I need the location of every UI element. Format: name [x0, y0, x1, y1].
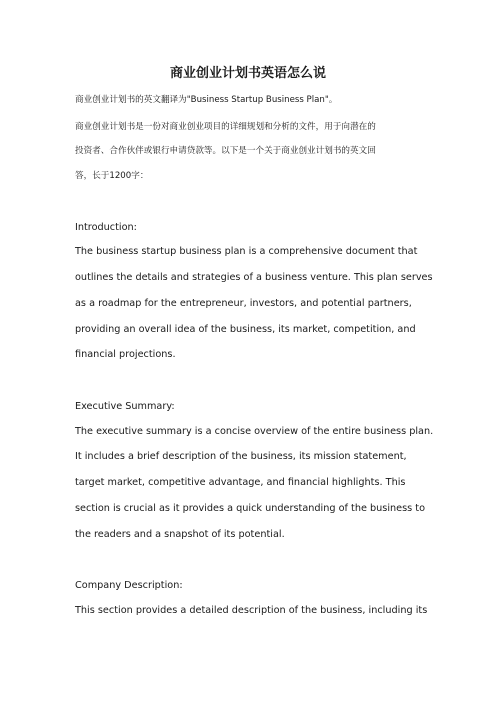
section-heading-executive-summary: Executive Summary:	[75, 401, 175, 412]
body-line: the readers and a snapshot of its potential.	[75, 529, 285, 540]
body-line: providing an overall idea of the business, its market, competition, and	[75, 324, 416, 335]
body-line: section is crucial as it provides a quick understanding of the business to	[75, 503, 426, 514]
document-title: 商业创业计划书英语怎么说	[169, 66, 326, 81]
section-heading-introduction: Introduction:	[75, 222, 137, 233]
body-line: as a roadmap for the entrepreneur, investors, and potential partners,	[75, 298, 412, 309]
section-heading-company-description: Company Description:	[75, 580, 183, 591]
body-line: The executive summary is a concise overview of the entire business plan.	[75, 426, 434, 437]
body-line: financial projections.	[75, 349, 176, 360]
body-line: target market, competitive advantage, and financial highlights. This	[75, 477, 406, 488]
body-line: The business startup business plan is a comprehensive document that	[75, 246, 418, 257]
body-line: This section provides a detailed description of the business, including its	[75, 605, 428, 616]
body-line: outlines the details and strategies of a business venture. This plan serves	[75, 272, 433, 283]
intro-line: 商业创业计划书的英文翻译为"Business Startup Business Plan"。	[75, 95, 338, 105]
intro-line: 答，长于1200字：	[75, 171, 149, 181]
body-line: It includes a brief description of the business, its mission statement,	[75, 451, 407, 462]
intro-line: 投资者、合作伙伴或银行申请贷款等。以下是一个关于商业创业计划书的英文回	[75, 146, 376, 156]
intro-line: 商业创业计划书是一份对商业创业项目的详细规划和分析的文件，用于向潜在的	[75, 122, 376, 132]
